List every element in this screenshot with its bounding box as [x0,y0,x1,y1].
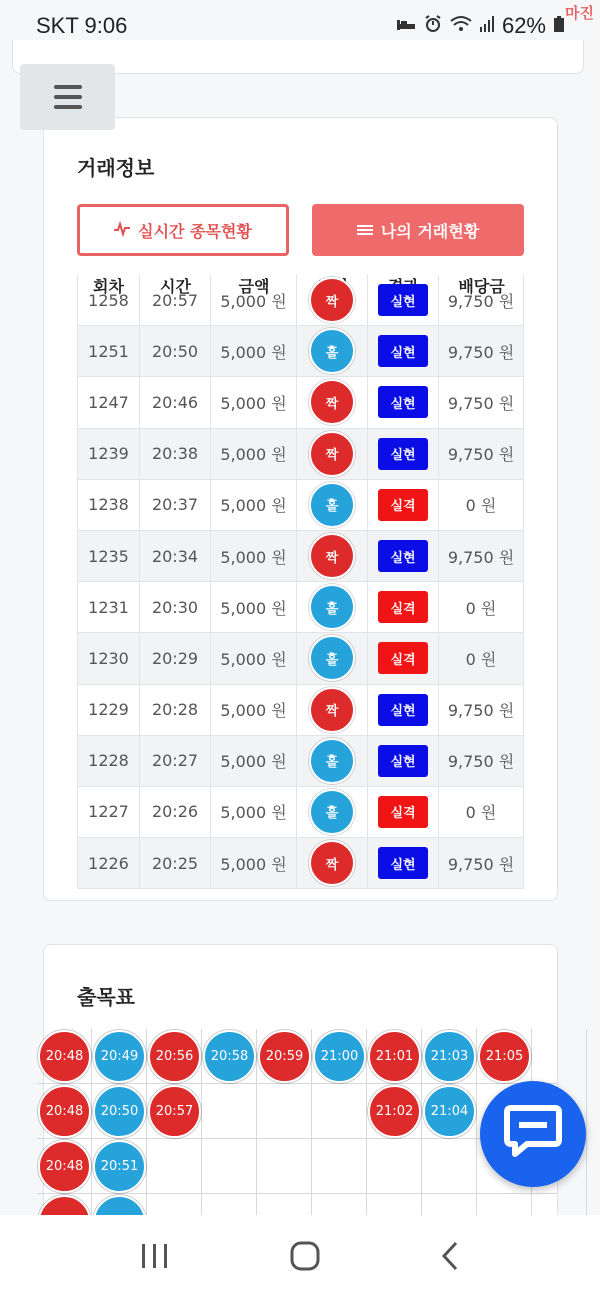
cell-amount: 5,000 원 [211,685,297,735]
pick-ball: 짝 [309,840,355,886]
cell-amount: 5,000 원 [211,377,297,427]
cell-amount: 5,000 원 [211,429,297,479]
cell-time: 20:26 [140,787,211,837]
grid-ball: 20:51 [93,1140,146,1193]
cell-amount: 5,000 원 [211,275,297,325]
cell-pick [297,736,368,786]
col-header-time: 시간 [160,277,191,296]
cell-round: 1258 [77,275,140,325]
grid-ball: 21:05 [478,1030,531,1083]
trade-info-card [43,117,558,901]
result-chart-title: 출목표 [77,985,135,1009]
pick-ball: 짝 [309,687,355,733]
cell-round: 1239 [77,429,140,479]
cell-result [368,838,439,888]
cell-payout: 9,750 원 [439,531,524,581]
back-icon[interactable] [440,1241,460,1275]
result-badge: 실격 [378,591,428,623]
tab-live-label: 실시간 종목현황 [138,221,252,241]
result-badge: 실현 [378,284,428,316]
result-badge: 실현 [378,694,428,726]
cell-round: 1226 [77,838,140,888]
cell-round: 1229 [77,685,140,735]
table-row [77,275,524,326]
grid-ball: 21:04 [423,1085,476,1138]
table-row [77,633,524,684]
table-row [77,429,524,480]
cell-round: 1235 [77,531,140,581]
cell-result [368,377,439,427]
cell-amount: 5,000 원 [211,736,297,786]
grid-ball: 20:59 [258,1030,311,1083]
signal-icon [480,16,494,37]
cell-payout: 0 원 [439,787,524,837]
pick-ball: 홀 [309,482,355,528]
cell-result [368,685,439,735]
pick-ball: 짝 [309,277,355,323]
grid-ball: 20:50 [93,1085,146,1138]
cell-payout: 9,750 원 [439,326,524,376]
result-badge: 실격 [378,642,428,674]
pick-ball: 홀 [309,738,355,784]
result-badge: 실격 [378,796,428,828]
system-nav-bar [0,1215,600,1300]
watermark-logo: 마진 [565,5,594,22]
cell-round: 1247 [77,377,140,427]
cell-time: 20:37 [140,480,211,530]
menu-button[interactable] [20,64,115,130]
cell-pick [297,326,368,376]
cell-result [368,787,439,837]
cell-pick [297,838,368,888]
cell-time: 20:57 [140,275,211,325]
pick-ball: 짝 [309,431,355,477]
lines-icon [357,221,373,240]
cell-pick [297,685,368,735]
battery-icon [554,16,564,37]
grid-ball: 20:48 [38,1030,91,1083]
status-left [36,13,127,39]
bed-icon [396,16,416,37]
pick-ball: 홀 [309,328,355,374]
cell-time: 20:46 [140,377,211,427]
table-row [77,531,524,582]
pick-ball: 홀 [309,584,355,630]
grid-ball: 20:48 [38,1140,91,1193]
cell-payout: 9,750 원 [439,429,524,479]
tab-mine-label: 나의 거래현황 [380,221,480,241]
cell-round: 1238 [77,480,140,530]
result-badge: 실현 [378,745,428,777]
alarm-icon [424,15,442,38]
cell-pick [297,429,368,479]
cell-payout: 9,750 원 [439,736,524,786]
col-header-round: 회차 [93,277,124,296]
pulse-icon [114,221,130,240]
hamburger-icon [54,85,82,109]
cell-time: 20:50 [140,326,211,376]
cell-round: 1227 [77,787,140,837]
clock: 9:06 [84,13,128,38]
grid-ball: 20:48 [38,1085,91,1138]
cell-time: 20:38 [140,429,211,479]
grid-ball: 21:00 [313,1030,366,1083]
grid-ball: 20:58 [203,1030,256,1083]
table-row [77,685,524,736]
cell-result [368,582,439,632]
pick-ball: 짝 [309,533,355,579]
grid-ball: 20:57 [148,1085,201,1138]
table-row [77,736,524,787]
cell-pick [297,582,368,632]
grid-ball: 21:01 [368,1030,421,1083]
cell-payout: 9,750 원 [439,377,524,427]
cell-amount: 5,000 원 [211,326,297,376]
grid-ball: 21:02 [368,1085,421,1138]
cell-time: 20:27 [140,736,211,786]
cell-round: 1228 [77,736,140,786]
cell-payout: 0 원 [439,633,524,683]
table-row [77,377,524,428]
wifi-icon [450,16,472,37]
cell-result [368,531,439,581]
cell-payout: 9,750 원 [439,685,524,735]
cell-result [368,326,439,376]
trade-info-title: 거래정보 [77,156,155,180]
cell-payout: 9,750 원 [439,275,524,325]
cell-pick [297,633,368,683]
result-badge: 실현 [378,438,428,470]
grid-ball: 20:49 [93,1030,146,1083]
grid-ball: 20:56 [148,1030,201,1083]
cell-result [368,275,439,325]
result-badge: 실격 [378,489,428,521]
cell-round: 1230 [77,633,140,683]
carrier-label: SKT [36,13,79,38]
cell-amount: 5,000 원 [211,582,297,632]
recent-apps-icon[interactable] [140,1243,170,1273]
battery-label: 62% [501,13,546,38]
cell-time: 20:28 [140,685,211,735]
cell-amount: 5,000 원 [211,633,297,683]
cell-pick [297,480,368,530]
pick-ball: 짝 [309,379,355,425]
cell-result [368,480,439,530]
result-badge: 실현 [378,335,428,367]
pick-ball: 홀 [309,635,355,681]
cell-time: 20:29 [140,633,211,683]
table-row [77,787,524,838]
cell-amount: 5,000 원 [211,531,297,581]
cell-payout: 9,750 원 [439,838,524,888]
result-badge: 실현 [378,540,428,572]
chat-button[interactable] [480,1081,586,1187]
cell-pick [297,531,368,581]
cell-time: 20:34 [140,531,211,581]
table-row [77,326,524,377]
pick-ball: 홀 [309,789,355,835]
result-chart-card [43,944,558,1234]
result-badge: 실현 [378,386,428,418]
cell-amount: 5,000 원 [211,787,297,837]
cell-amount: 5,000 원 [211,480,297,530]
chat-bubble-icon [503,1104,563,1164]
trade-table-rows [77,275,524,889]
cell-result [368,429,439,479]
cell-round: 1231 [77,582,140,632]
cell-payout: 0 원 [439,582,524,632]
cell-result [368,633,439,683]
cell-round: 1251 [77,326,140,376]
home-icon[interactable] [290,1241,320,1275]
grid-ball: 21:03 [423,1030,476,1083]
col-header-amount: 금액 [238,277,270,296]
cell-time: 20:25 [140,838,211,888]
cell-amount: 5,000 원 [211,838,297,888]
status-right [396,13,564,39]
table-row [77,838,524,889]
tab-my-trades[interactable] [312,204,524,256]
cell-time: 20:30 [140,582,211,632]
cell-payout: 0 원 [439,480,524,530]
col-header-payout: 배당금 [458,277,505,296]
cell-result [368,736,439,786]
tab-live-status[interactable] [77,204,289,256]
table-row [77,582,524,633]
table-row [77,480,524,531]
cell-pick [297,787,368,837]
cell-pick [297,377,368,427]
cell-pick [297,275,368,325]
result-badge: 실현 [378,847,428,879]
trade-table-scroll[interactable] [77,290,524,874]
